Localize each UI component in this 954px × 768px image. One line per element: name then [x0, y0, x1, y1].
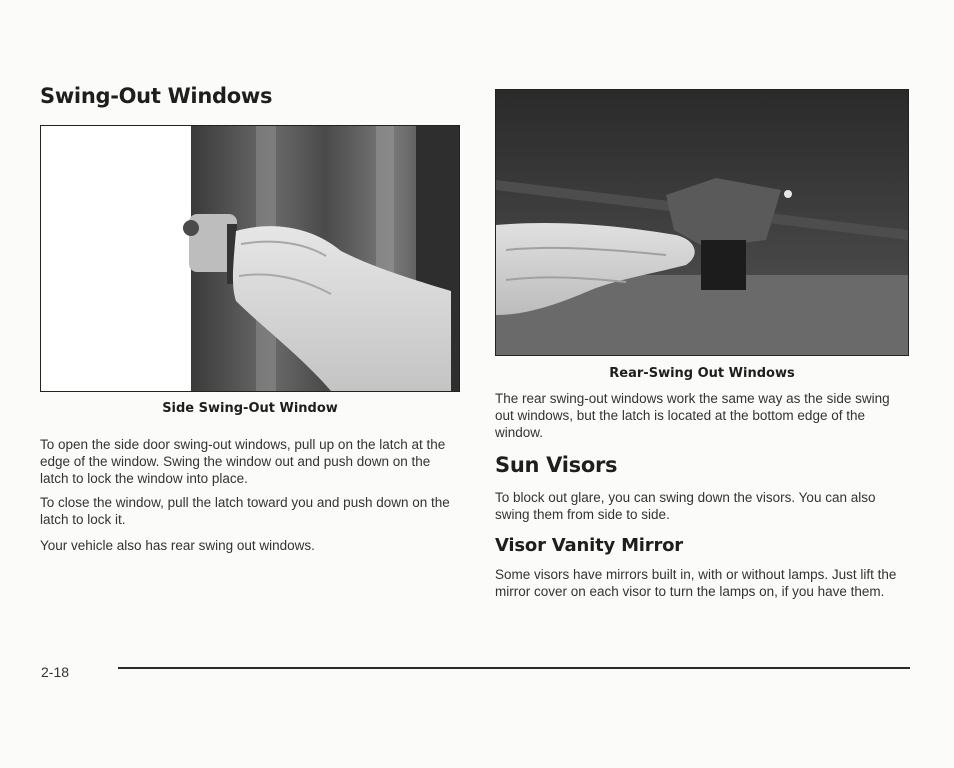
section-heading-sun-visors: Sun Visors [495, 453, 618, 477]
side-window-paragraph-open: To open the side door swing-out windows, pull up on the latch at the edge of the window. Swing the window out and push down on the latch to lock the window into place. [40, 437, 446, 486]
subheading-visor-vanity-mirror: Visor Vanity Mirror [495, 535, 683, 556]
side-window-illustration [41, 126, 459, 391]
side-window-paragraph-close: To close the window, pull the latch toward you and push down on the latch to lock it. [40, 495, 450, 527]
rear-window-paragraph: The rear swing-out windows work the same way as the side swing out windows, but the latch is located at the bottom edge of the window. [495, 391, 890, 440]
vanity-mirror-paragraph: Some visors have mirrors built in, with or without lamps. Just lift the mirror cover on each visor to turn the lamps on, if you have them. [495, 567, 897, 599]
side-window-paragraph-rear: Your vehicle also has rear swing out windows. [40, 538, 315, 553]
sun-visors-paragraph: To block out glare, you can swing down the visors. You can also swing them from side to side. [495, 490, 876, 522]
side-window-caption: Side Swing-Out Window [162, 401, 338, 416]
page-number: 2-18 [41, 664, 70, 680]
left-column [40, 84, 460, 554]
rear-window-caption: Rear-Swing Out Windows [609, 366, 795, 381]
footer-rule [118, 667, 910, 669]
section-heading-swing-out-windows: Swing-Out Windows [40, 84, 273, 108]
side-window-photo [40, 125, 460, 392]
rear-window-illustration [496, 90, 908, 355]
right-column [495, 89, 909, 600]
rear-window-photo [495, 89, 909, 356]
